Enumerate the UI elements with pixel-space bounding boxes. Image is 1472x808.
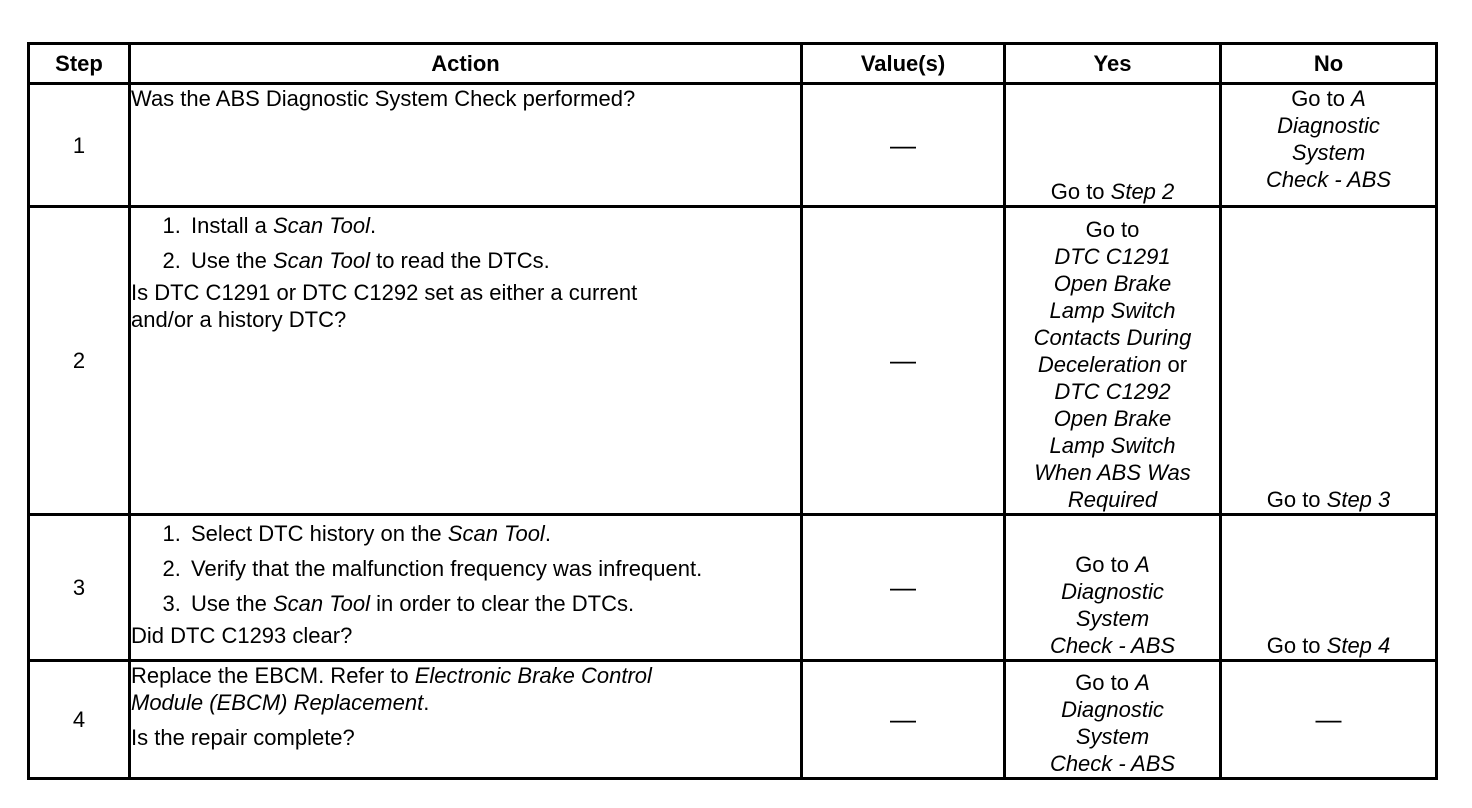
action-step-item: 2. Use the Scan Tool to read the DTCs.: [187, 247, 800, 274]
no-link[interactable]: Step 3: [1326, 487, 1391, 512]
yes-cell: [1005, 661, 1221, 779]
no-link[interactable]: Diagnostic: [1277, 113, 1380, 138]
action-steps: [131, 212, 800, 274]
no-prefix: Go to: [1291, 86, 1352, 111]
yes-prefix: Go to: [1075, 552, 1136, 577]
step-number: 4: [29, 661, 130, 779]
yes-link[interactable]: DTC C1291: [1054, 244, 1171, 269]
yes-link[interactable]: A: [1135, 670, 1150, 695]
action-cell: [130, 207, 802, 515]
action-step-item: 2. Verify that the malfunction frequency was infrequent.: [187, 555, 800, 582]
no-cell: [1221, 515, 1437, 661]
no-prefix: Go to: [1266, 633, 1327, 658]
action-cell: [130, 515, 802, 661]
yes-link[interactable]: When ABS Was: [1034, 460, 1191, 485]
no-cell: [1221, 661, 1437, 779]
yes-link[interactable]: System: [1075, 606, 1150, 631]
header-values: Value(s): [802, 44, 1005, 84]
yes-link[interactable]: DTC C1292: [1054, 379, 1171, 404]
no-cell: [1221, 84, 1437, 207]
no-link[interactable]: Check - ABS: [1265, 167, 1392, 192]
value-dash: —: [890, 572, 916, 602]
value-cell: [802, 207, 1005, 515]
yes-cell: [1005, 207, 1221, 515]
no-link[interactable]: A: [1351, 86, 1366, 111]
value-cell: [802, 661, 1005, 779]
no-link[interactable]: Step 4: [1326, 633, 1391, 658]
yes-link[interactable]: A: [1135, 552, 1150, 577]
no-prefix: Go to: [1266, 487, 1327, 512]
value-dash: —: [890, 704, 916, 734]
header-action: Action: [130, 44, 802, 84]
no-dash: —: [1315, 703, 1342, 734]
yes-prefix: Go to: [1075, 670, 1136, 695]
header-row: [29, 44, 1437, 84]
yes-link[interactable]: Open Brake: [1053, 271, 1172, 296]
yes-link[interactable]: Lamp Switch: [1049, 433, 1176, 458]
header-step: Step: [29, 44, 130, 84]
table-row: [29, 515, 1437, 661]
action-question: Is the repair complete?: [131, 725, 355, 750]
yes-link[interactable]: Open Brake: [1053, 406, 1172, 431]
yes-cell: [1005, 84, 1221, 207]
yes-link[interactable]: Diagnostic: [1061, 579, 1164, 604]
diagnostic-table: [27, 42, 1438, 780]
action-steps: [131, 520, 800, 617]
no-link[interactable]: System: [1291, 140, 1366, 165]
value-dash: —: [890, 345, 916, 375]
action-step-item: 1. Install a Scan Tool.: [187, 212, 800, 239]
yes-link[interactable]: Contacts During: [1033, 325, 1192, 350]
yes-prefix: Go to: [1050, 179, 1111, 204]
yes-link[interactable]: Step 2: [1110, 179, 1175, 204]
yes-prefix: Go to: [1085, 217, 1140, 242]
action-question: Did DTC C1293 clear?: [131, 623, 353, 648]
yes-link[interactable]: Check - ABS: [1049, 751, 1176, 776]
header-yes: Yes: [1005, 44, 1221, 84]
no-cell: [1221, 207, 1437, 515]
action-step-item: 3. Use the Scan Tool in order to clear the DTCs.: [187, 590, 800, 617]
yes-conjunction: or: [1161, 352, 1188, 377]
action-cell: [130, 661, 802, 779]
value-cell: [802, 515, 1005, 661]
step-number: 3: [29, 515, 130, 661]
yes-cell: [1005, 515, 1221, 661]
yes-link[interactable]: Diagnostic: [1061, 697, 1164, 722]
yes-link[interactable]: System: [1075, 724, 1150, 749]
header-no: No: [1221, 44, 1437, 84]
action-instruction: Replace the EBCM. Refer to Electronic Brake Control Module (EBCM) Replacement.: [131, 663, 652, 715]
yes-link[interactable]: Check - ABS: [1049, 633, 1176, 658]
step-number: 1: [29, 84, 130, 207]
value-dash: —: [890, 129, 916, 160]
yes-link[interactable]: Lamp Switch: [1049, 298, 1176, 323]
action-cell: [130, 84, 802, 207]
table-row: [29, 661, 1437, 779]
yes-link[interactable]: Deceleration: [1037, 352, 1162, 377]
action-step-item: 1. Select DTC history on the Scan Tool.: [187, 520, 800, 547]
yes-link[interactable]: Required: [1067, 487, 1158, 512]
table-row: [29, 84, 1437, 207]
value-cell: [802, 84, 1005, 207]
table-row: [29, 207, 1437, 515]
step-number: 2: [29, 207, 130, 515]
action-question: Was the ABS Diagnostic System Check performed?: [131, 86, 636, 111]
action-question: Is DTC C1291 or DTC C1292 set as either a current and/or a history DTC?: [131, 280, 638, 332]
